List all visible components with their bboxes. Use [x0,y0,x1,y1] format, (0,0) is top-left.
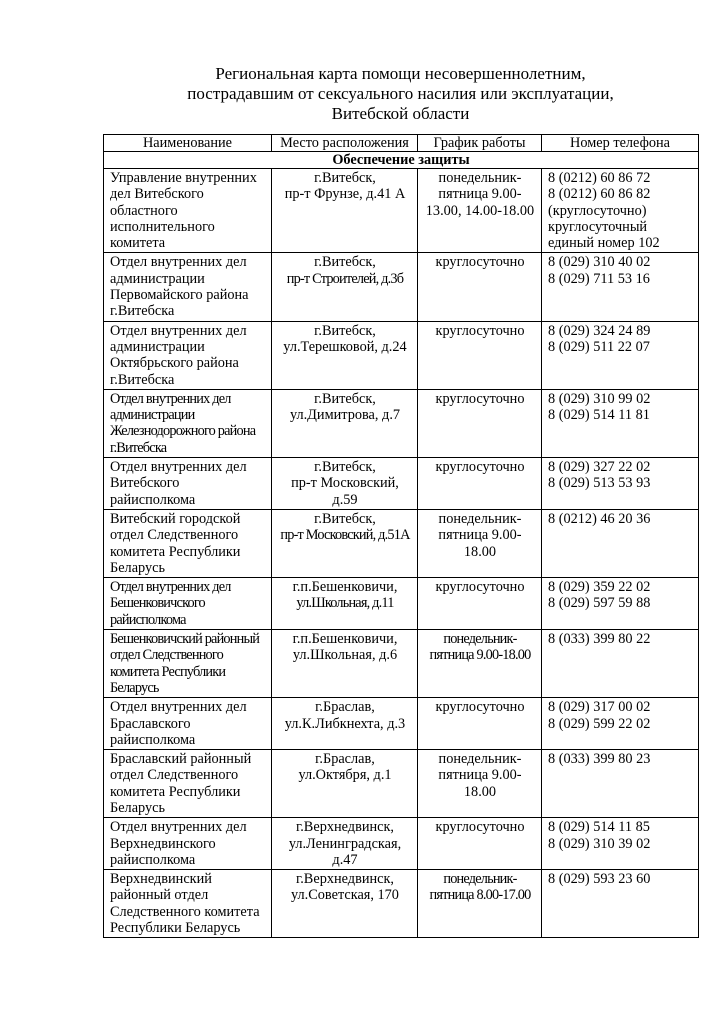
phone-cell: 8 (029) 310 99 02 8 (029) 514 11 81 [542,389,699,457]
title-line-1: Региональная карта помощи несовершеннолетним, [215,64,586,83]
location-city: г.Витебск, [314,390,376,407]
location-cell [272,818,418,870]
phone-cell: 8 (029) 317 00 02 8 (029) 599 22 02 [542,698,699,750]
location-city: г.п.Бешенковичи, [292,579,398,596]
work-hours-cell: круглосуточно [418,458,542,510]
header-location: Место расположения [272,135,418,152]
document-title [103,64,698,124]
location-cell [272,698,418,750]
work-hours-cell: понедельник-пятница 9.00-18.00 [418,509,542,577]
header-name: Наименование [104,135,272,152]
location-street: ул.Школьная, д.6 [292,647,398,664]
org-name-cell: Отдел внутренних дел Витебского райисполкома [104,458,272,510]
table-header-row [104,135,699,152]
location-cell [272,870,418,938]
location-city: г.Верхнедвинск, [295,871,394,888]
work-hours-cell: понедельник-пятница 8.00-17.00 [418,870,542,938]
location-street: пр-т Строителей, д.3б [286,270,404,287]
phone-cell: 8 (0212) 60 86 72 8 (0212) 60 86 82 (круглосуточно) круглосуточный единый номер 102 [542,169,699,253]
location-city: г.Верхнедвинск, [295,819,394,836]
org-name-cell: Отдел внутренних дел Верхнедвинского райисполкома [104,818,272,870]
location-cell [272,253,418,321]
org-name-cell: Бешенковичский районный отдел Следственного комитета Республики Беларусь [104,630,272,698]
location-street: ул.Октября, д.1 [298,767,392,784]
location-street: пр-т Московский, д.59 [291,475,399,508]
location-city: г.п.Бешенковичи, [292,631,398,648]
location-street: ул.Советская, 170 [291,887,399,904]
work-hours-cell: понедельник-пятница 9.00-18.00 [418,630,542,698]
table-row [104,578,699,630]
org-name-cell: Витебский городской отдел Следственного комитета Республики Беларусь [104,509,272,577]
location-street: ул.Ленинградская, д.47 [288,835,402,868]
work-hours-cell: круглосуточно [418,818,542,870]
org-name-cell: Отдел внутренних дел администрации Первомайского района г.Витебска [104,253,272,321]
table-row [104,818,699,870]
work-hours-cell: круглосуточно [418,321,542,389]
location-cell [272,169,418,253]
section-row [104,152,699,169]
location-city: г.Витебск, [314,510,376,527]
org-name-cell: Верхнедвинский районный отдел Следственного комитета Республики Беларусь [104,870,272,938]
header-phone: Номер телефона [542,135,699,152]
table-row [104,253,699,321]
table-row [104,389,699,457]
table-row [104,321,699,389]
location-cell [272,321,418,389]
phone-cell: 8 (029) 327 22 02 8 (029) 513 53 93 [542,458,699,510]
location-cell [272,630,418,698]
location-city: г.Браслав, [315,751,375,768]
phone-cell: 8 (033) 399 80 22 [542,630,699,698]
org-name-cell: Отдел внутренних дел администрации Железнодорожного района г.Витебска [104,389,272,457]
table-row [104,698,699,750]
header-hours: График работы [418,135,542,152]
location-cell [272,750,418,818]
phone-cell: 8 (029) 324 24 89 8 (029) 511 22 07 [542,321,699,389]
section-title: Обеспечение защиты [104,152,699,169]
title-line-3: Витебской области [331,104,470,123]
table-row [104,630,699,698]
org-name-cell: Отдел внутренних дел Браславского райисполкома [104,698,272,750]
work-hours-cell: понедельник-пятница 9.00-13.00, 14.00-18.00 [418,169,542,253]
table-row [104,750,699,818]
title-line-2: пострадавшим от сексуального насилия или эксплуатации, [187,84,614,103]
phone-cell: 8 (033) 399 80 23 [542,750,699,818]
location-cell [272,509,418,577]
table-row [104,458,699,510]
work-hours-cell: круглосуточно [418,698,542,750]
location-street: пр-т Фрунзе, д.41 А [284,186,406,203]
location-street: ул.Терешковой, д.24 [283,338,407,355]
location-city: г.Витебск, [314,254,376,271]
location-cell [272,458,418,510]
work-hours-cell: понедельник-пятница 9.00-18.00 [418,750,542,818]
location-city: г.Браслав, [315,699,375,716]
org-name-cell: Управление внутренних дел Витебского областного исполнительного комитета [104,169,272,253]
org-name-cell: Браславский районный отдел Следственного комитета Республики Беларусь [104,750,272,818]
assistance-table [103,134,699,938]
location-cell [272,578,418,630]
table-row [104,870,699,938]
phone-cell: 8 (029) 593 23 60 [542,870,699,938]
phone-cell: 8 (029) 514 11 85 8 (029) 310 39 02 [542,818,699,870]
phone-cell: 8 (029) 310 40 02 8 (029) 711 53 16 [542,253,699,321]
phone-cell: 8 (0212) 46 20 36 [542,509,699,577]
work-hours-cell: круглосуточно [418,253,542,321]
location-city: г.Витебск, [314,322,376,339]
phone-cell: 8 (029) 359 22 02 8 (029) 597 59 88 [542,578,699,630]
location-cell [272,389,418,457]
work-hours-cell: круглосуточно [418,578,542,630]
table-row [104,169,699,253]
table-row [104,509,699,577]
location-city: г.Витебск, [314,170,376,186]
location-city: г.Витебск, [314,459,376,476]
location-street: ул.Димитрова, д.7 [289,407,401,424]
location-street: ул.К.Либкнехта, д.3 [284,715,406,732]
location-street: ул.Школьная, д.11 [296,595,394,612]
location-street: пр-т Московский, д.51А [280,527,410,544]
org-name-cell: Отдел внутренних дел Бешенковичского райисполкома [104,578,272,630]
org-name-cell: Отдел внутренних дел администрации Октябрьского района г.Витебска [104,321,272,389]
work-hours-cell: круглосуточно [418,389,542,457]
